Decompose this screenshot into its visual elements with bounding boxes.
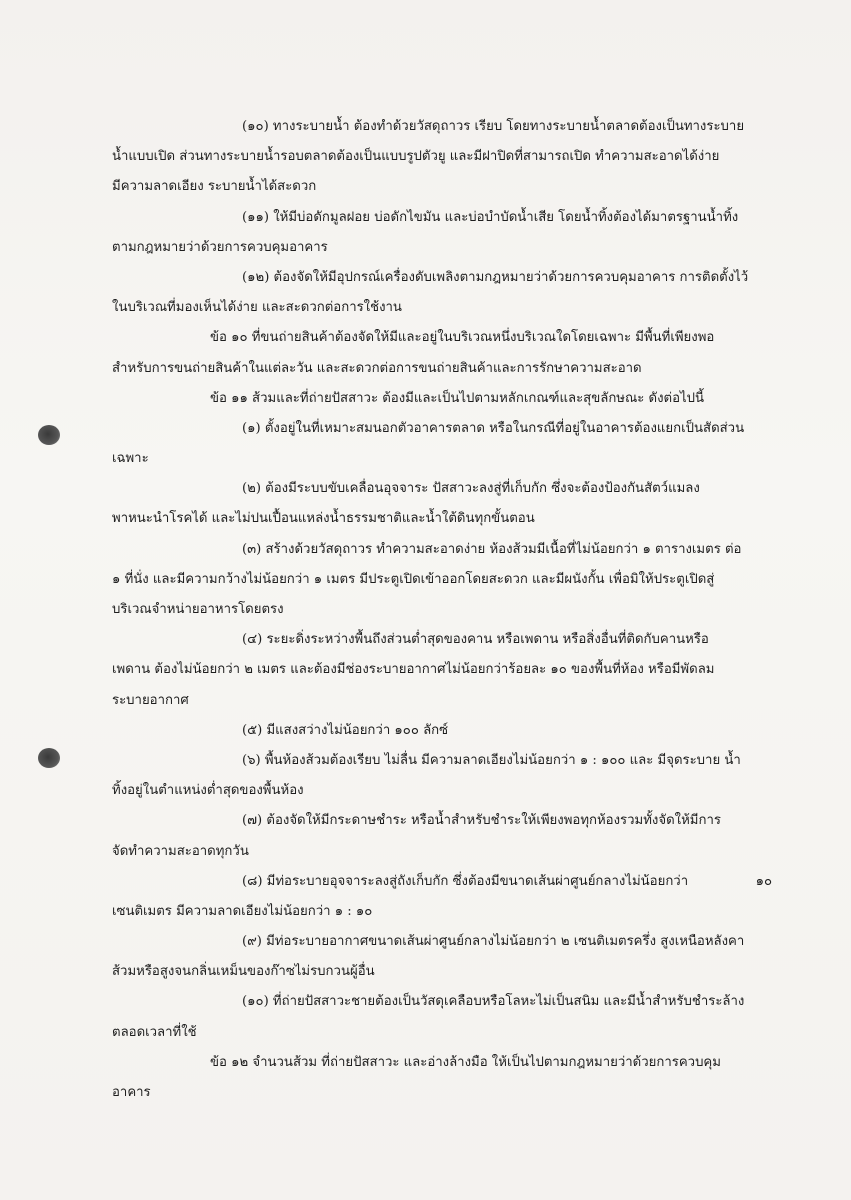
text-line: ส้วมหรือสูงจนกลิ่นเหม็นของก๊าซไม่รบกวนผู้อื่น xyxy=(112,964,375,980)
text-line: (๓) สร้างด้วยวัสดุถาวร ทำความสะอาดง่าย ห้องส้วมมีเนื้อที่ไม่น้อยกว่า ๑ ตารางเมตร ต่อ xyxy=(242,541,742,557)
text-line: พาหนะนำโรคได้ และไม่ปนเปื้อนแหล่งน้ำธรรมชาติและน้ำใต้ดินทุกขั้นตอน xyxy=(112,511,535,527)
paragraph xyxy=(112,384,772,414)
paragraph xyxy=(112,806,772,866)
paragraph xyxy=(112,112,772,203)
text-line: เซนติเมตร มีความลาดเอียงไม่น้อยกว่า ๑ : ๑๐ xyxy=(112,903,373,919)
document-body xyxy=(112,112,772,1108)
paragraph xyxy=(112,927,772,987)
text-line: (๑๐) ทางระบายน้ำ ต้องทำด้วยวัสดุถาวร เรียบ โดยทางระบายน้ำตลาดต้องเป็นทางระบาย xyxy=(242,119,745,134)
text-line: (๑๑) ให้มีบ่อดักมูลฝอย บ่อดักไขมัน และบ่อบำบัดน้ำเสีย โดยน้ำทิ้งต้องได้มาตรฐานน้ำทิ้ง xyxy=(242,209,739,225)
text-line: เฉพาะ xyxy=(112,451,149,467)
paragraph xyxy=(112,1048,772,1108)
text-line: ข้อ ๑๑ ส้วมและที่ถ่ายปัสสาวะ ต้องมีและเป็นไปตามหลักเกณฑ์และสุขลักษณะ ดังต่อไปนี้ xyxy=(210,390,705,406)
text-line: (๘) มีท่อระบายอุจจาระลงสู่ถังเก็บกัก ซึ่งต้องมีขนาดเส้นผ่าศูนย์กลางไม่น้อยกว่า xyxy=(242,873,689,889)
text-line: น้ำแบบเปิด ส่วนทางระบายน้ำรอบตลาดต้องเป็นแบบรูปตัวยู และมีฝาปิดที่สามารถเปิด ทำความสะอาดได้ง่าย xyxy=(112,149,720,165)
text-line: (๔) ระยะดิ่งระหว่างพื้นถึงส่วนต่ำสุดของคาน หรือเพดาน หรือสิ่งอื่นที่ติดกับคานหรือ xyxy=(242,632,709,648)
text-line: (๗) ต้องจัดให้มีกระดาษชำระ หรือน้ำสำหรับชำระให้เพียงพอทุกห้องรวมทั้งจัดให้มีการ xyxy=(242,813,721,829)
paragraph xyxy=(112,867,772,927)
text-line: (๑) ตั้งอยู่ในที่เหมาะสมนอกตัวอาคารตลาด หรือในกรณีที่อยู่ในอาคารต้องแยกเป็นสัดส่วน xyxy=(242,420,745,436)
paragraph xyxy=(112,716,772,746)
paragraph xyxy=(112,323,772,383)
punch-hole xyxy=(38,425,60,445)
text-line: ระบายอากาศ xyxy=(112,692,189,708)
text-line: ทิ้งอยู่ในตำแหน่งต่ำสุดของพื้นห้อง xyxy=(112,783,304,799)
paragraph xyxy=(112,746,772,806)
text-line: เพดาน ต้องไม่น้อยกว่า ๒ เมตร และต้องมีช่องระบายอากาศไม่น้อยกว่าร้อยละ ๑๐ ของพื้นที่ห้อง หรือมีพัดลม xyxy=(112,662,715,678)
paragraph xyxy=(112,474,772,534)
text-line: ตามกฎหมายว่าด้วยการควบคุมอาคาร xyxy=(112,239,328,255)
text-line: ข้อ ๑๐ ที่ขนถ่ายสินค้าต้องจัดให้มีและอยู่ในบริเวณหนึ่งบริเวณใดโดยเฉพาะ มีพื้นที่เพียงพอ xyxy=(210,330,715,346)
paragraph xyxy=(112,263,772,323)
paragraph xyxy=(112,535,772,626)
text-line: สำหรับการขนถ่ายสินค้าในแต่ละวัน และสะดวกต่อการขนถ่ายสินค้าและการรักษาความสะอาด xyxy=(112,360,642,376)
text-line: ตลอดเวลาที่ใช้ xyxy=(112,1024,197,1040)
text-line: จัดทำความสะอาดทุกวัน xyxy=(112,843,249,859)
text-line: ๑ ที่นั่ง และมีความกว้างไม่น้อยกว่า ๑ เมตร มีประตูเปิดเข้าออกโดยสะดวก และมีผนังกั้น เพื่อมิให้ประตูเปิดสู่ xyxy=(112,571,715,587)
text-line: บริเวณจำหน่ายอาหารโดยตรง xyxy=(112,602,284,617)
text-line: (๑๒) ต้องจัดให้มีอุปกรณ์เครื่องดับเพลิงตามกฎหมายว่าด้วยการควบคุมอาคาร การติดตั้งไว้ xyxy=(242,269,749,285)
punch-hole xyxy=(38,748,60,768)
text-line: (๙) มีท่อระบายอากาศขนาดเส้นผ่าศูนย์กลางไม่น้อยกว่า ๒ เซนติเมตรครึ่ง สูงเหนือหลังคา xyxy=(242,934,745,950)
text-line: ข้อ ๑๒ จำนวนส้วม ที่ถ่ายปัสสาวะ และอ่างล้างมือ ให้เป็นไปตามกฎหมายว่าด้วยการควบคุม xyxy=(210,1054,721,1070)
text-line: อาคาร xyxy=(112,1085,151,1100)
text-line: (๒) ต้องมีระบบขับเคลื่อนอุจจาระ ปัสสาวะลงสู่ที่เก็บกัก ซึ่งจะต้องป้องกันสัตว์แมลง xyxy=(242,481,700,497)
paragraph xyxy=(112,414,772,474)
paragraph xyxy=(112,987,772,1047)
text-line: (๕) มีแสงสว่างไม่น้อยกว่า ๑๐๐ ลักซ์ xyxy=(242,722,449,738)
text-line: ในบริเวณที่มองเห็นได้ง่าย และสะดวกต่อการใช้งาน xyxy=(112,300,402,316)
paragraph xyxy=(112,625,772,716)
text-line: (๖) พื้นห้องส้วมต้องเรียบ ไม่ลื่น มีความลาดเอียงไม่น้อยกว่า ๑ : ๑๐๐ และ มีจุดระบาย น้ำ xyxy=(242,752,741,768)
text-line: (๑๐) ที่ถ่ายปัสสาวะชายต้องเป็นวัสดุเคลือบหรือโลหะไม่เป็นสนิม และมีน้ำสำหรับชำระล้าง xyxy=(242,994,745,1010)
text-line: มีความลาดเอียง ระบายน้ำได้สะดวก xyxy=(112,179,317,195)
trailing-number: ๑๐ xyxy=(755,873,772,889)
paragraph xyxy=(112,203,772,263)
